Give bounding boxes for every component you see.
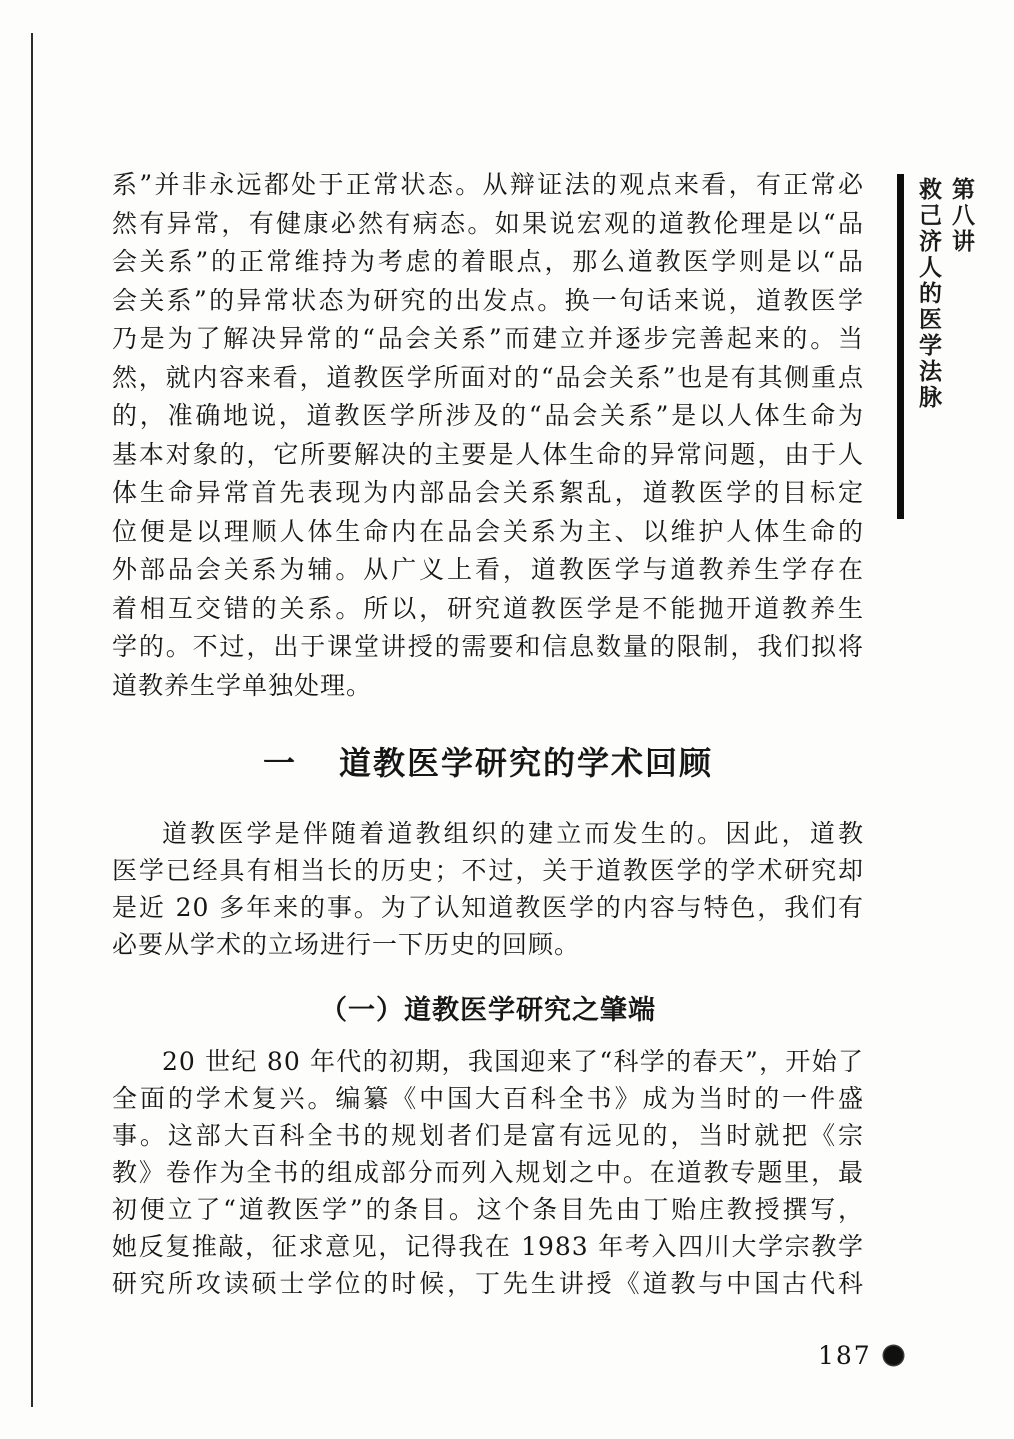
paragraph-continuation <box>112 166 864 705</box>
text-line: 外部品会关系为辅。从广义上看，道教医学与道教养生学存在 <box>112 555 864 584</box>
text-line: 必要从学术的立场进行一下历史的回顾。 <box>112 930 581 959</box>
text-line: 教》卷作为全书的组成部分而列入规划之中。在道教专题里，最 <box>112 1158 864 1187</box>
section-title: 道教医学研究的学术回顾 <box>339 744 714 782</box>
text-line: 道教养生学单独处理。 <box>112 670 373 700</box>
page-bullet-icon <box>884 1346 903 1365</box>
chapter-title: 救己济人的医学法脉 <box>915 177 942 411</box>
chapter-tab-rule <box>897 174 904 519</box>
page-number: 187 <box>818 1340 872 1370</box>
text-line: 研究所攻读硕士学位的时候，丁先生讲授《道教与中国古代科 <box>112 1269 864 1298</box>
text-line: 乃是为了解决异常的“品会关系”而建立并逐步完善起来的。当 <box>112 324 864 353</box>
text-line: 是近 20 多年来的事。为了认知道教医学的内容与特色，我们有 <box>112 893 864 922</box>
text-line: 然有异常，有健康必然有病态。如果说宏观的道教伦理是以“品 <box>112 208 864 238</box>
paragraph-history <box>112 1043 864 1302</box>
page-footer <box>818 1342 903 1368</box>
chapter-tab-text <box>912 177 978 522</box>
text-line: 的，准确地说，道教医学所涉及的“品会关系”是以人体生命为 <box>112 401 864 430</box>
text-line: 道教医学是伴随着道教组织的建立而发生的。因此，道教 <box>162 819 864 848</box>
subsection-heading: （一）道教医学研究之肇端 <box>320 995 656 1026</box>
text-line: 体生命异常首先表现为内部品会关系絮乱，道教医学的目标定 <box>112 478 864 507</box>
text-line: 医学已经具有相当长的历史；不过，关于道教医学的学术研究却 <box>112 856 864 885</box>
chapter-number: 第八讲 <box>948 177 975 255</box>
text-line: 学的。不过，出于课堂讲授的需要和信息数量的限制，我们拟将 <box>112 632 864 661</box>
text-line: 基本对象的，它所要解决的主要是人体生命的异常问题，由于人 <box>112 439 864 469</box>
text-line: 位便是以理顺人体生命内在品会关系为主、以维护人体生命的 <box>112 516 864 546</box>
section-heading <box>112 741 864 785</box>
paragraph-intro <box>112 815 864 963</box>
text-line: 初便立了“道教医学”的条目。这个条目先由丁贻庄教授撰写， <box>112 1195 864 1224</box>
text-line: 系”并非永远都处于正常状态。从辩证法的观点来看，有正常必 <box>112 170 864 199</box>
text-line: 20 世纪 80 年代的初期，我国迎来了“科学的春天”，开始了 <box>162 1047 864 1076</box>
section-number: 一 <box>262 744 297 782</box>
text-line: 会关系”的正常维持为考虑的着眼点，那么道教医学则是以“品 <box>112 247 864 276</box>
text-line: 会关系”的异常状态为研究的出发点。换一句话来说，道教医学 <box>112 285 864 315</box>
page-content <box>112 166 864 1302</box>
text-line: 着相互交错的关系。所以，研究道教医学是不能抛开道教养生 <box>112 593 864 623</box>
text-line: 事。这部大百科全书的规划者们是富有远见的，当时就把《宗 <box>112 1121 864 1150</box>
text-line: 全面的学术复兴。编纂《中国大百科全书》成为当时的一件盛 <box>112 1084 864 1113</box>
text-line: 她反复推敲，征求意见，记得我在 1983 年考入四川大学宗教学 <box>112 1232 864 1261</box>
text-line: 然，就内容来看，道教医学所面对的“品会关系”也是有其侧重点 <box>112 362 864 392</box>
page-margin-rule <box>31 33 33 1407</box>
